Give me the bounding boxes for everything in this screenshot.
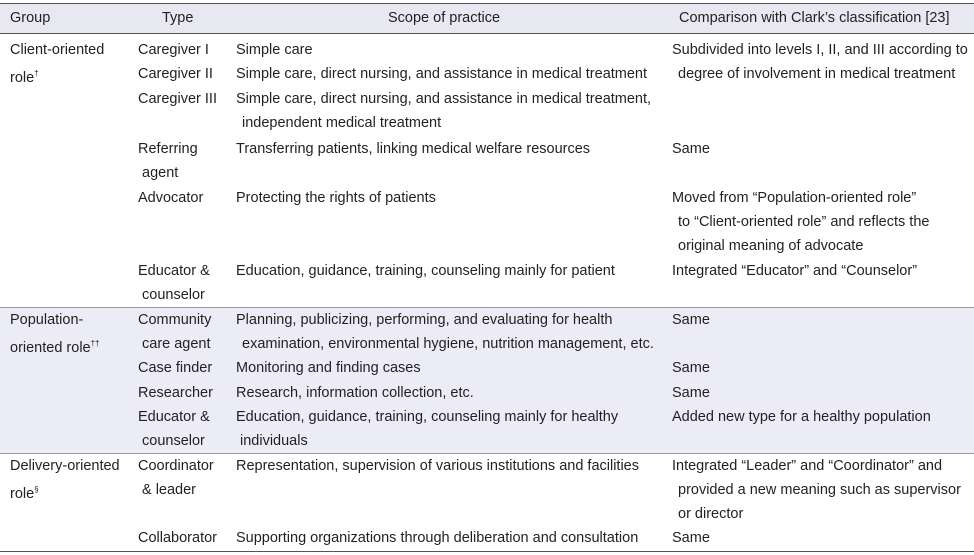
comparison-cell: Integrated “Leader” and “Coordinator” and provided a new meaning such as supervisor or director (672, 458, 961, 522)
comparison-cell: Moved from “Population-oriented role” to “Client-oriented role” and reflects the original meaning of advocate (672, 190, 930, 254)
comparison-cell: Integrated “Educator” and “Counselor” (672, 263, 918, 279)
group-label: Delivery-oriented role§ (10, 458, 120, 502)
comparison-cell: Added new type for a healthy population (672, 409, 931, 425)
scope-cell: Simple care, direct nursing, and assistance in medical treatment, independent medical treatment (236, 91, 652, 131)
scope-cell: Simple care (236, 42, 313, 58)
comparison-cell: Same (672, 360, 710, 376)
type-cell: Educator & counselor (138, 263, 210, 303)
type-cell: Caregiver III (138, 91, 217, 107)
scope-cell: Monitoring and finding cases (236, 360, 421, 376)
scope-cell: Research, information collection, etc. (236, 385, 474, 401)
type-cell: Collaborator (138, 530, 217, 546)
footnote-mark: † (34, 69, 39, 78)
type-cell: Educator & counselor (138, 409, 210, 449)
group-label: Population- oriented role†† (10, 312, 100, 356)
scope-cell: Transferring patients, linking medical welfare resources (236, 141, 591, 157)
table-bottom-rule (0, 551, 974, 552)
scope-cell: Representation, supervision of various institutions and facilities (236, 458, 639, 474)
comparison-cell: Same (672, 141, 710, 157)
comparison-cell: Same (672, 312, 710, 328)
type-cell: Coordinator & leader (138, 458, 214, 498)
scope-cell: Supporting organizations through deliberation and consultation (236, 530, 639, 546)
type-cell: Researcher (138, 385, 213, 401)
type-cell: Caregiver I (138, 42, 209, 58)
type-cell: Advocator (138, 190, 204, 206)
scope-cell: Protecting the rights of patients (236, 190, 436, 206)
header-comparison: Comparison with Clark’s classification [23] (679, 10, 950, 26)
header-scope: Scope of practice (388, 10, 501, 26)
type-cell: Case finder (138, 360, 213, 376)
group-label: Client-oriented role† (10, 42, 105, 86)
comparison-cell: Same (672, 530, 710, 546)
type-cell: Community care agent (138, 312, 212, 352)
header-type: Type (162, 10, 194, 26)
scope-cell: Education, guidance, training, counseling mainly for healthy individuals (236, 409, 619, 449)
scope-cell: Planning, publicizing, performing, and evaluating for health examination, environmental hygiene, nutrition management, etc. (236, 312, 654, 352)
footnote-mark: †† (90, 339, 100, 348)
header-group: Group (10, 10, 51, 26)
type-cell: Referring agent (138, 141, 198, 181)
scope-cell: Education, guidance, training, counseling mainly for patient (236, 263, 615, 279)
scope-cell: Simple care, direct nursing, and assistance in medical treatment (236, 66, 648, 82)
comparison-cell: Subdivided into levels I, II, and III according to degree of involvement in medical treatment (672, 42, 968, 82)
footnote-mark: § (34, 485, 39, 494)
comparison-cell: Same (672, 385, 710, 401)
type-cell: Caregiver II (138, 66, 213, 82)
